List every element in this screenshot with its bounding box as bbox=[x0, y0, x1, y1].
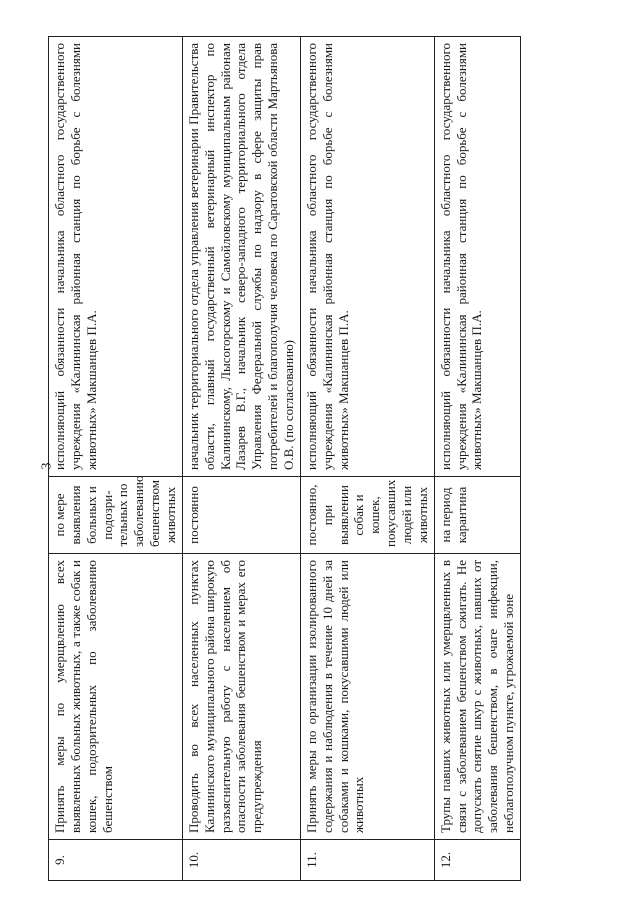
table-row bbox=[300, 37, 434, 881]
term-cell: постоянно bbox=[182, 477, 300, 554]
term-cell: по мере выявления больных и подозри-тельных по заболеванию бешенством животных bbox=[49, 477, 183, 554]
row-number: 10. bbox=[182, 840, 300, 881]
executor-cell: исполняющий обязанности начальника областного государственного учреждения «Калининская районная станция по борьбе с болезнями животных» Макшанцев П.А. bbox=[49, 37, 183, 477]
row-number: 11. bbox=[300, 840, 434, 881]
row-number: 9. bbox=[49, 840, 183, 881]
rotated-table-container bbox=[48, 36, 608, 881]
measure-cell: Трупы павших животных или умерщвленных в связи с заболеванием бешенством сжигать. Не допускать снятие шкур с животных, павших от заболевания бешенством, в очаге инфекции, неблагополучном пункте, угрожаемой зоне bbox=[434, 554, 520, 840]
measures-table bbox=[48, 36, 521, 881]
page-number: 3 bbox=[39, 462, 55, 470]
measure-cell: Принять меры по умерщвлению всех выявленных больных животных, а также собак и кошек, подозрительных по заболеванию бешенством bbox=[49, 554, 183, 840]
executor-cell: исполняющий обязанности начальника областного государственного учреждения «Калининская районная станция по борьбе с болезнями животных» Макшанцев П.А. bbox=[300, 37, 434, 477]
executor-cell: исполняющий обязанности начальника областного государственного учреждения «Калининская районная станция по борьбе с болезнями животных» Макшанцев П.А. bbox=[434, 37, 520, 477]
executor-cell: начальник территориального отдела управления ветеринарии Правительства области, главный государственный ветеринарный инспектор по Калининскому, Лысогорскому и Самойловскому муниципальным районам Лазарев В.Г., начальник северо-западного территориального отдела Управления Федеральной службы по надзору в сфере защиты прав потребителей и благополучия человека по Саратовской области Мартьянова О.В. (по согласованию) bbox=[182, 37, 300, 477]
table-row bbox=[182, 37, 300, 881]
measure-cell: Проводить во всех населенных пунктах Калининского муниципального района широкую разъяснительную работу с населением об опасности заболевания бешенством и мерах его предупреждения bbox=[182, 554, 300, 840]
table-row bbox=[434, 37, 520, 881]
row-number: 12. bbox=[434, 840, 520, 881]
table-row bbox=[49, 37, 183, 881]
measure-cell: Принять меры по организации изолированного содержания и наблюдения в течение 10 дней за собаками и кошками, покусавшими людей или животных bbox=[300, 554, 434, 840]
term-cell: на период карантина bbox=[434, 477, 520, 554]
term-cell: постоянно, при выявлении собак и кошек, покусавших людей или животных bbox=[300, 477, 434, 554]
